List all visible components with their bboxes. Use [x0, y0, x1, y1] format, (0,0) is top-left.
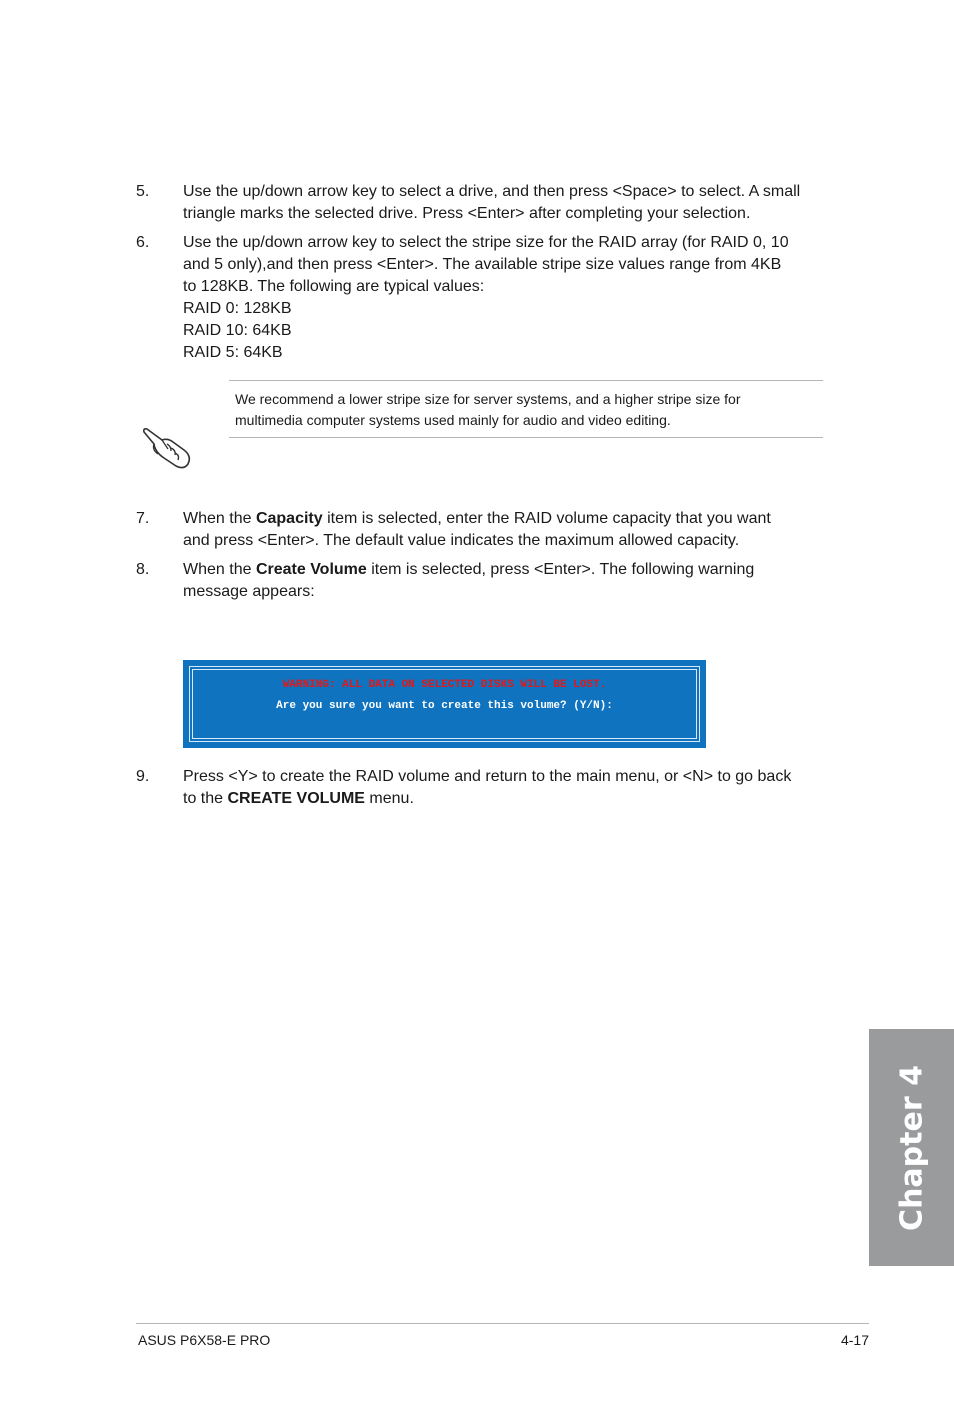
step-8	[136, 559, 836, 603]
note-top-rule	[229, 380, 823, 381]
step-text-line: message appears:	[183, 583, 315, 600]
chapter-tab	[869, 1029, 954, 1266]
text-segment: menu.	[364, 790, 414, 807]
text-segment: item is selected, press <Enter>. The following warning	[366, 561, 755, 578]
note-bottom-rule	[229, 437, 823, 438]
confirm-prompt: Are you sure you want to create this volume? (Y/N):	[276, 700, 613, 712]
bios-warning-dialog	[183, 660, 706, 748]
step-text-line: Use the up/down arrow key to select a drive, and then press <Space> to select. A small	[183, 183, 801, 200]
text-segment: to the	[183, 790, 228, 807]
step-text-line: Press <Y> to create the RAID volume and return to the main menu, or <N> to go back	[183, 768, 792, 785]
step-text-line	[183, 788, 836, 810]
step-text-line: and 5 only),and then press <Enter>. The available stripe size values range from 4KB	[183, 256, 782, 273]
capacity-term: Capacity	[255, 510, 323, 527]
step-text-line: Use the up/down arrow key to select the stripe size for the RAID array (for RAID 0, 10	[183, 234, 789, 251]
warning-message: WARNING: ALL DATA ON SELECTED DISKS WILL BE LOST.	[282, 679, 607, 691]
raid0-value: RAID 0: 128KB	[183, 300, 292, 317]
step-text-line: and press <Enter>. The default value indicates the maximum allowed capacity.	[183, 532, 740, 549]
footer-page-number: 4-17	[840, 1332, 869, 1348]
text-segment: When the	[183, 510, 256, 527]
step-number: 8.	[136, 561, 150, 578]
step-text-line	[183, 508, 836, 530]
step-text-line: to 128KB. The following are typical values:	[183, 278, 485, 295]
step-number: 7.	[136, 510, 150, 527]
raid10-value: RAID 10: 64KB	[183, 322, 292, 339]
text-segment: When the	[183, 561, 256, 578]
chapter-label: Chapter 4	[894, 1064, 929, 1231]
create-volume-menu-term: CREATE VOLUME	[227, 790, 365, 807]
step-5	[136, 181, 836, 225]
footer-product-name: ASUS P6X58-E PRO	[138, 1332, 271, 1348]
note-text-line: We recommend a lower stripe size for server systems, and a higher stripe size for	[235, 391, 741, 407]
step-number: 6.	[136, 234, 150, 251]
create-volume-term: Create Volume	[255, 561, 367, 578]
raid5-value: RAID 5: 64KB	[183, 344, 283, 361]
note-box	[235, 389, 823, 431]
step-text-line	[183, 559, 836, 581]
step-7	[136, 508, 836, 552]
step-6	[136, 232, 836, 364]
step-number: 9.	[136, 768, 150, 785]
note-text-line: multimedia computer systems used mainly for audio and video editing.	[235, 412, 671, 428]
footer-rule	[136, 1323, 869, 1324]
step-text-line: triangle marks the selected drive. Press <Enter> after completing your selection.	[183, 205, 751, 222]
hand-pointer-icon	[140, 424, 194, 470]
step-number: 5.	[136, 183, 150, 200]
step-9	[136, 766, 836, 810]
text-segment: item is selected, enter the RAID volume capacity that you want	[322, 510, 771, 527]
